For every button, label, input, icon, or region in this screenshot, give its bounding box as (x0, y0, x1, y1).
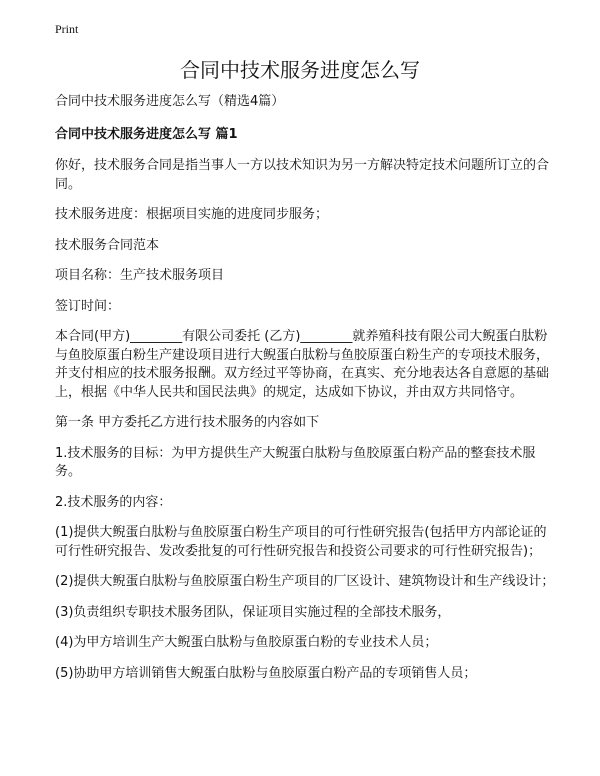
paragraph: 2.技术服务的内容： (55, 494, 172, 510)
paragraph: 第一条 甲方委托乙方进行技术服务的内容如下 (55, 415, 320, 430)
paragraph: 项目名称：生产技术服务项目 (55, 268, 225, 283)
section-heading: 合同中技术服务进度怎么写 篇1 (55, 126, 238, 142)
page-title: 合同中技术服务进度怎么写 (180, 58, 420, 82)
document-body (55, 93, 555, 695)
paragraph: 技术服务合同范本 (55, 237, 160, 253)
document-subtitle: 合同中技术服务进度怎么写（精选4篇） (55, 94, 285, 109)
paragraph: 签订时间： (55, 298, 121, 314)
paragraph: 1.技术服务的目标：为甲方提供生产大鲵蛋白肽粉与鱼胶原蛋白粉产品的整套技术服务。 (55, 445, 536, 479)
paragraph: (2)提供大鲵蛋白肽粉与鱼胶原蛋白粉生产项目的厂区设计、建筑物设计和生产线设计； (55, 574, 555, 589)
paragraph: (5)协助甲方培训销售大鲵蛋白肽粉与鱼胶原蛋白粉产品的专项销售人员； (55, 665, 477, 681)
print-link[interactable]: Print (55, 22, 79, 36)
paragraph: 技术服务进度：根据项目实施的进度同步服务； (55, 207, 329, 222)
paragraph: (4)为甲方培训生产大鲵蛋白肽粉与鱼胶原蛋白粉的专业技术人员； (55, 635, 438, 650)
paragraph: (3)负责组织专职技术服务团队，保证项目实施过程的全部技术服务， (55, 604, 451, 620)
paragraph: 你好，技术服务合同是指当事人一方以技术知识为另一方解决特定技术问题所订立的合同。 (55, 158, 550, 192)
paragraph: 本合同(甲方)________有限公司委托 (乙方)________就养殖科技有限公司大鲵蛋白肽粉与鱼胶原蛋白粉生产建设项目进行大鲵蛋白肽粉与鱼胶原蛋白粉生产的专项技术服务，并支付相应的技术服务报酬。双方经过平等协商，在真实、充分地表达各自意愿的基础上，根据《中华人民共和国民法典》的规定，达成如下协议，并由双方共同恪守。 (55, 329, 550, 400)
paragraph: (1)提供大鲵蛋白肽粉与鱼胶原蛋白粉生产项目的可行性研究报告(包括甲方内部论证的可行性研究报告、发改委批复的可行性研究报告和投资公司要求的可行性研究报告)； (55, 525, 547, 559)
